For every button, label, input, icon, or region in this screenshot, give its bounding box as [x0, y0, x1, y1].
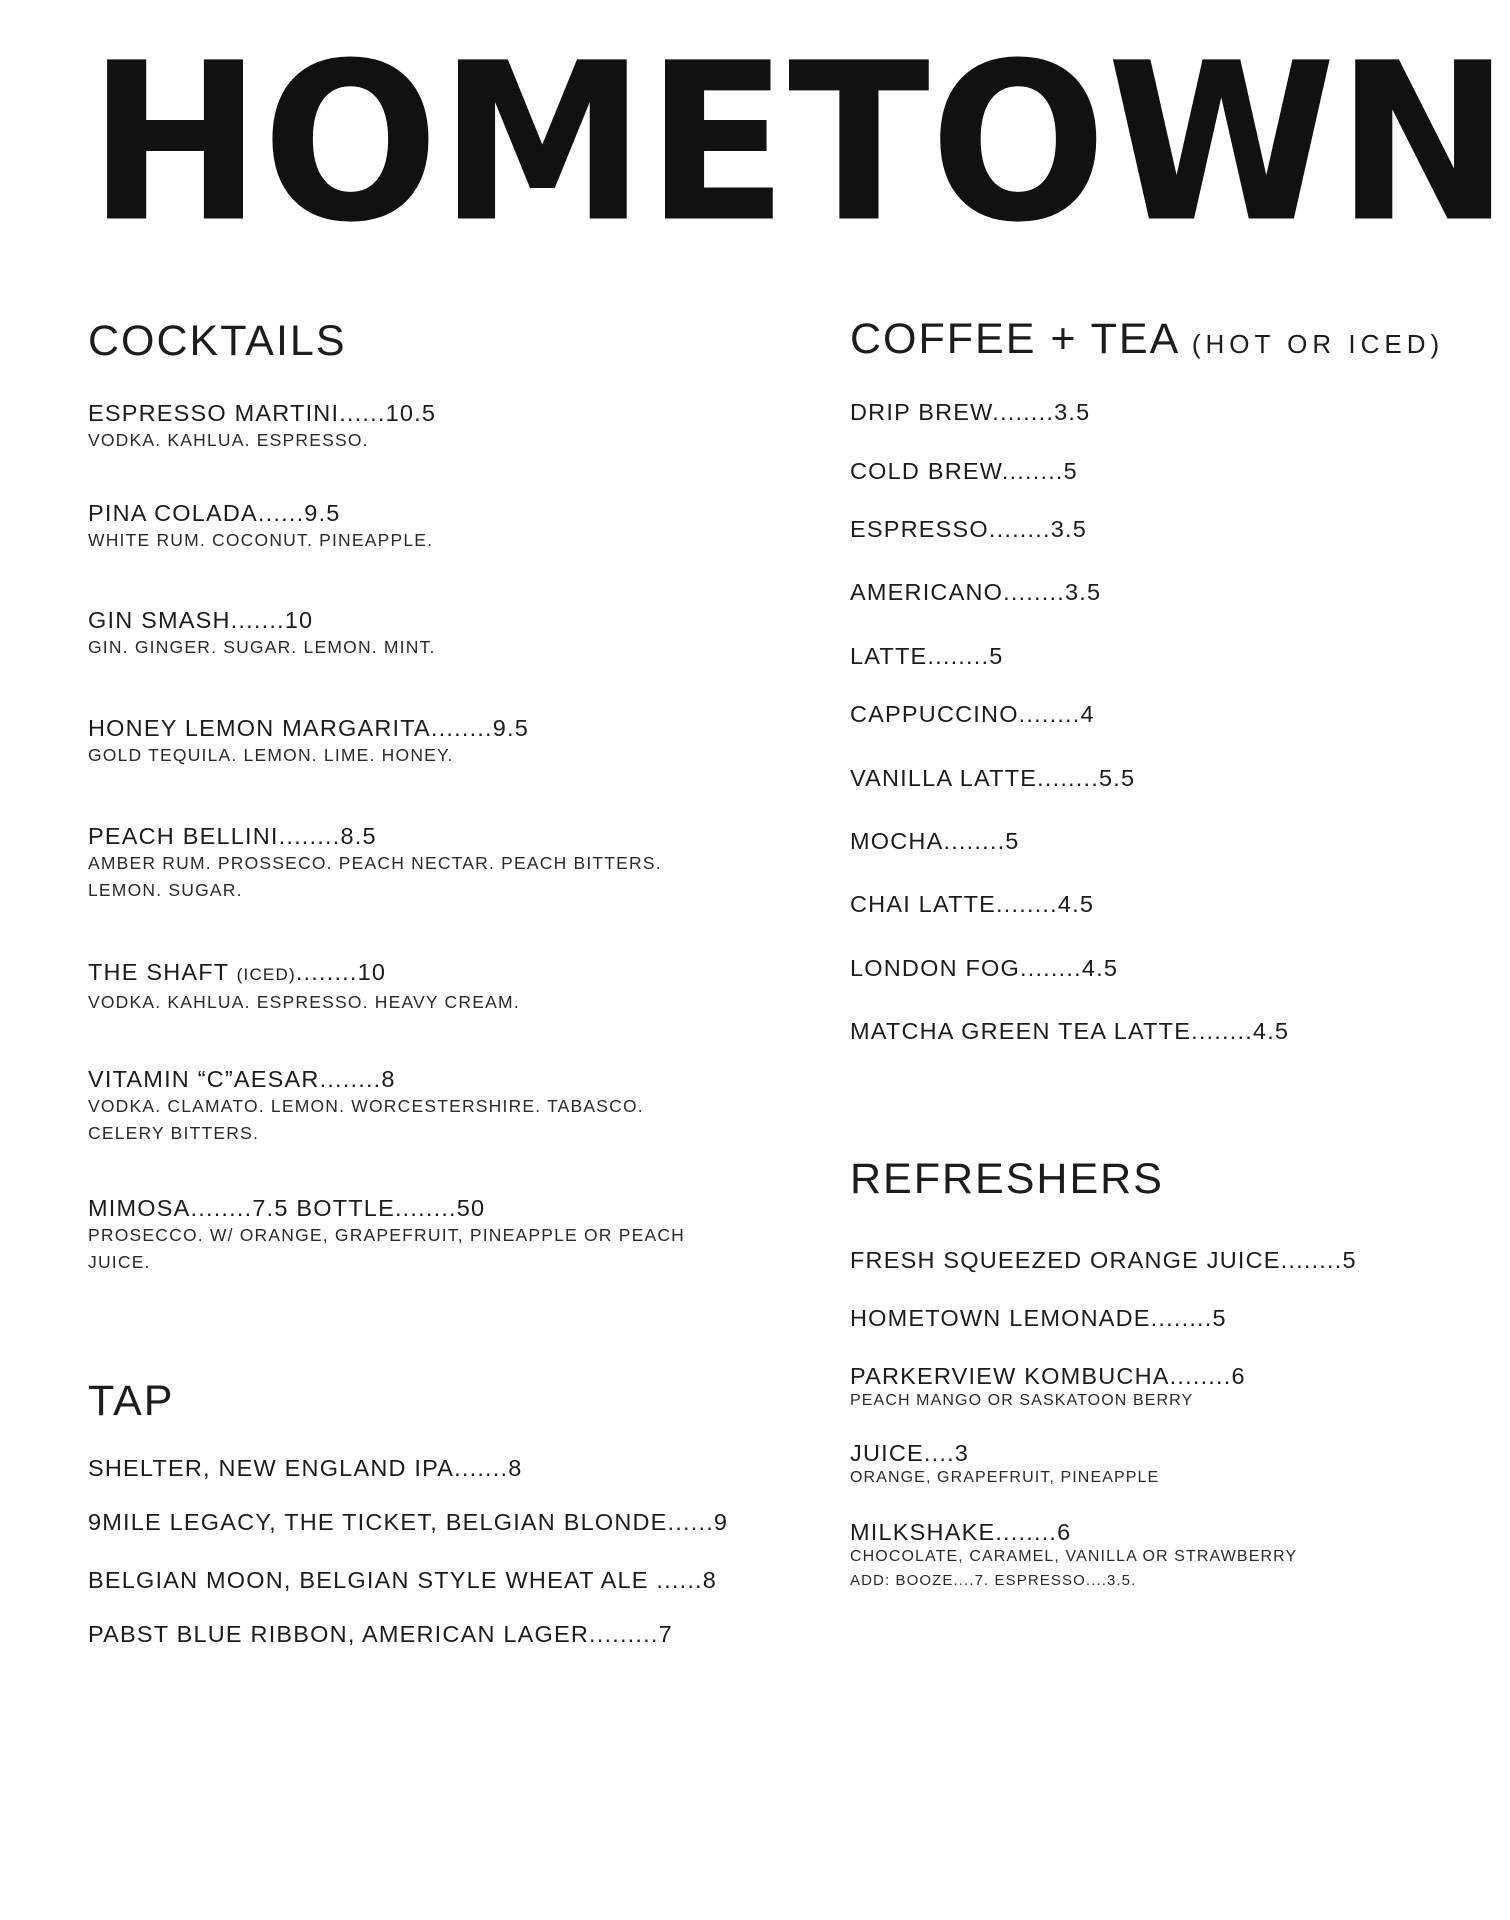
logo-letter: T	[787, 16, 930, 272]
item-name: LONDON FOG........4.5	[850, 955, 1119, 981]
menu-item-milkshake	[850, 1518, 1450, 1594]
logo-letter: E	[645, 16, 788, 272]
item-name-note: (ICED)	[236, 965, 296, 984]
logo	[88, 16, 1510, 272]
menu-item-vitamin-caesar	[88, 1065, 688, 1147]
menu-item-coffee	[850, 890, 1094, 918]
menu-item-coffee	[850, 1017, 1289, 1045]
menu-item-coffee	[850, 578, 1101, 606]
menu-item-coffee	[850, 764, 1135, 792]
refreshers-heading: REFRESHERS	[850, 1155, 1164, 1203]
item-name: PABST BLUE RIBBON, AMERICAN LAGER.........7	[88, 1621, 673, 1647]
item-price: ........10	[295, 959, 387, 985]
menu-item-kombucha	[850, 1362, 1450, 1412]
cocktails-heading: COCKTAILS	[88, 317, 347, 365]
logo-letter: N	[1336, 16, 1510, 272]
item-addon: ADD: BOOZE....7. ESPRESSO....3.5.	[850, 1572, 1137, 1589]
item-name: ESPRESSO MARTINI......10.5	[88, 400, 437, 426]
menu-item-coffee	[850, 398, 1090, 426]
menu-item-coffee	[850, 515, 1087, 543]
menu-item-tap	[88, 1566, 717, 1594]
item-description: GOLD TEQUILA. LEMON. LIME. HONEY.	[88, 745, 454, 765]
item-description: VODKA. KAHLUA. ESPRESSO. HEAVY CREAM.	[88, 992, 520, 1012]
menu-item-tap	[88, 1454, 523, 1482]
item-name: PARKERVIEW KOMBUCHA........6	[850, 1363, 1246, 1389]
item-name: PEACH BELLINI........8.5	[88, 823, 377, 849]
menu-item-juice	[850, 1439, 1450, 1489]
item-description: VODKA. KAHLUA. ESPRESSO.	[88, 430, 369, 450]
menu-item-tap	[88, 1508, 728, 1536]
item-name: VANILLA LATTE........5.5	[850, 765, 1136, 791]
item-name: MILKSHAKE........6	[850, 1519, 1072, 1545]
menu-item-honey-lemon-margarita	[88, 714, 688, 769]
item-name: 9MILE LEGACY, THE TICKET, BELGIAN BLONDE......9	[88, 1509, 729, 1535]
menu-item-espresso-martini	[88, 399, 688, 454]
item-name: MOCHA........5	[850, 828, 1020, 854]
menu-item-coffee	[850, 700, 1095, 728]
menu-item-the-shaft	[88, 958, 688, 1016]
item-description: ORANGE, GRAPEFRUIT, PINEAPPLE	[850, 1469, 1160, 1486]
item-name: BELGIAN MOON, BELGIAN STYLE WHEAT ALE ......8	[88, 1567, 718, 1593]
logo-letter: W	[1106, 16, 1337, 272]
menu-item-mimosa	[88, 1194, 688, 1276]
coffee-tea-note: (HOT OR ICED)	[1191, 329, 1445, 359]
item-name: MIMOSA........7.5 BOTTLE........50	[88, 1195, 486, 1221]
item-name: DRIP BREW........3.5	[850, 399, 1091, 425]
item-name-text: THE SHAFT	[88, 959, 237, 985]
logo-letter: O	[929, 16, 1107, 272]
tap-heading: TAP	[88, 1377, 175, 1425]
item-name: CHAI LATTE........4.5	[850, 891, 1095, 917]
item-description: PEACH MANGO OR SASKATOON BERRY	[850, 1392, 1194, 1409]
item-description: CHOCOLATE, CARAMEL, VANILLA OR STRAWBERRY	[850, 1548, 1298, 1565]
menu-item-coffee	[850, 457, 1078, 485]
menu-item-coffee	[850, 642, 1004, 670]
item-name: PINA COLADA......9.5	[88, 500, 341, 526]
item-name: LATTE........5	[850, 643, 1004, 669]
item-name: FRESH SQUEEZED ORANGE JUICE........5	[850, 1247, 1357, 1273]
item-description: WHITE RUM. COCONUT. PINEAPPLE.	[88, 530, 434, 550]
coffee-tea-title: COFFEE + TEA	[850, 315, 1178, 363]
item-name: GIN SMASH.......10	[88, 607, 314, 633]
item-name: ESPRESSO........3.5	[850, 516, 1087, 542]
item-name: MATCHA GREEN TEA LATTE........4.5	[850, 1018, 1290, 1044]
logo-letter: O	[262, 16, 439, 272]
item-description: AMBER RUM. PROSSECO. PEACH NECTAR. PEACH BITTERS. LEMON. SUGAR.	[88, 853, 662, 900]
item-name: COLD BREW........5	[850, 458, 1078, 484]
menu-item-gin-smash	[88, 606, 688, 661]
item-name: CAPPUCCINO........4	[850, 701, 1095, 727]
menu-item-orange-juice	[850, 1246, 1357, 1274]
menu-item-peach-bellini	[88, 822, 688, 904]
menu-item-pina-colada	[88, 499, 688, 554]
coffee-tea-heading	[850, 315, 1445, 363]
item-name: HOMETOWN LEMONADE........5	[850, 1305, 1227, 1331]
item-name: VITAMIN “C”AESAR........8	[88, 1066, 396, 1092]
item-name: HONEY LEMON MARGARITA........9.5	[88, 715, 530, 741]
item-name: JUICE....3	[850, 1440, 970, 1466]
item-description: PROSECCO. W/ ORANGE, GRAPEFRUIT, PINEAPPLE OR PEACH JUICE.	[88, 1225, 685, 1272]
menu-item-lemonade	[850, 1304, 1227, 1332]
item-description: VODKA. CLAMATO. LEMON. WORCESTERSHIRE. TABASCO. CELERY BITTERS.	[88, 1096, 644, 1143]
logo-letter: M	[438, 16, 646, 272]
menu-item-coffee	[850, 827, 1020, 855]
menu-item-tap	[88, 1620, 673, 1648]
item-name: AMERICANO........3.5	[850, 579, 1102, 605]
item-name	[88, 958, 688, 989]
logo-letter: H	[88, 16, 263, 272]
item-name: SHELTER, NEW ENGLAND IPA.......8	[88, 1455, 523, 1481]
item-description: GIN. GINGER. SUGAR. LEMON. MINT.	[88, 637, 436, 657]
menu-item-coffee	[850, 954, 1118, 982]
